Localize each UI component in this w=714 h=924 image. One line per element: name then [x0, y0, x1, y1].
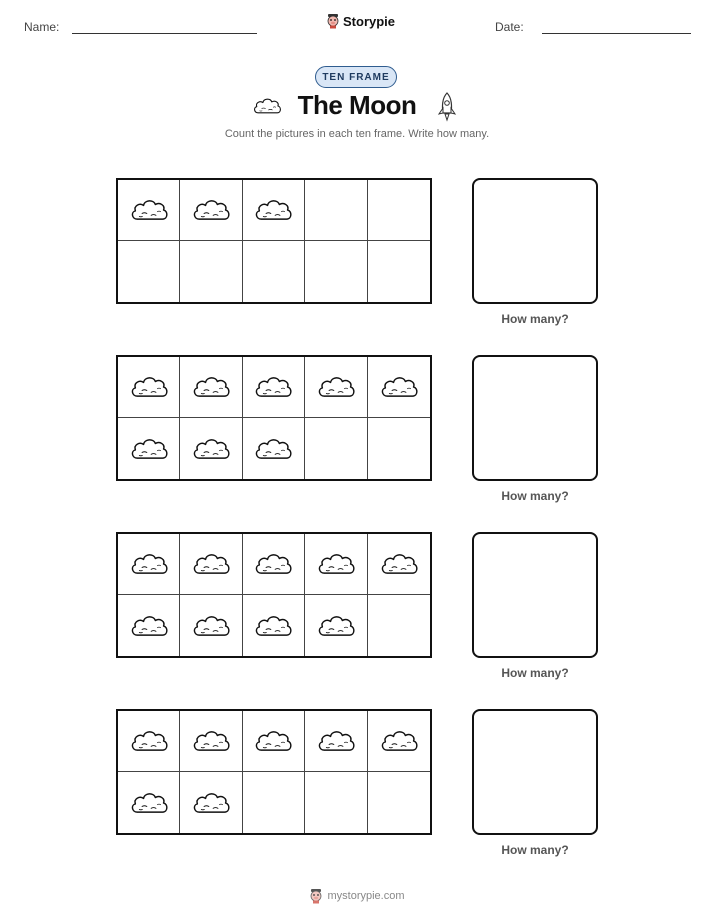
cloud-icon	[191, 196, 231, 224]
frame-cell	[180, 241, 242, 302]
frame-cell	[180, 772, 242, 833]
frame-cell	[243, 357, 305, 418]
frame-cell	[118, 772, 180, 833]
frame-cell	[368, 534, 430, 595]
cloud-icon	[129, 612, 169, 640]
cloud-icon	[191, 612, 231, 640]
ten-frame-2	[116, 355, 432, 481]
answer-box-3[interactable]	[472, 532, 598, 658]
cloud-icon	[379, 550, 419, 578]
frame-cell	[180, 534, 242, 595]
frame-cell	[243, 595, 305, 656]
how-many-label-1: How many?	[501, 312, 569, 326]
frame-cell	[118, 711, 180, 772]
cloud-icon	[316, 373, 356, 401]
cloud-icon	[253, 727, 293, 755]
cloud-icon	[129, 435, 169, 463]
cloud-icon	[191, 727, 231, 755]
cloud-icon	[253, 612, 293, 640]
cloud-icon	[191, 789, 231, 817]
frame-cell	[305, 772, 367, 833]
how-many-label-2: How many?	[501, 489, 569, 503]
frame-cell	[243, 418, 305, 479]
cloud-icon	[191, 435, 231, 463]
frame-cell	[368, 711, 430, 772]
frame-cell	[243, 711, 305, 772]
cloud-icon	[129, 373, 169, 401]
frame-cell	[180, 711, 242, 772]
cloud-icon	[379, 727, 419, 755]
frame-cell	[305, 357, 367, 418]
cloud-icon	[191, 550, 231, 578]
frame-cell	[118, 595, 180, 656]
cloud-icon	[253, 435, 293, 463]
ten-frame-4	[116, 709, 432, 835]
ten-frame-badge: TEN FRAME	[315, 66, 397, 88]
cloud-icon	[253, 373, 293, 401]
frame-cell	[368, 241, 430, 302]
how-many-label-3: How many?	[501, 666, 569, 680]
frame-cell	[368, 595, 430, 656]
page-title: The Moon	[297, 90, 417, 120]
answer-box-4[interactable]	[472, 709, 598, 835]
frame-cell	[368, 772, 430, 833]
frame-cell	[180, 357, 242, 418]
frame-cell	[243, 180, 305, 241]
answer-box-2[interactable]	[472, 355, 598, 481]
frame-cell	[305, 180, 367, 241]
frame-cell	[118, 180, 180, 241]
frame-cell	[180, 418, 242, 479]
cloud-icon	[129, 727, 169, 755]
frame-cell	[180, 180, 242, 241]
frame-cell	[118, 418, 180, 479]
instructions: Count the pictures in each ten frame. Write how many.	[224, 128, 490, 140]
cloud-icon	[253, 196, 293, 224]
name-line[interactable]	[72, 33, 257, 34]
frame-cell	[118, 241, 180, 302]
frame-cell	[243, 241, 305, 302]
frame-cell	[180, 595, 242, 656]
cloud-icon	[129, 196, 169, 224]
cloud-icon	[316, 727, 356, 755]
cloud-icon	[129, 550, 169, 578]
frame-cell	[368, 357, 430, 418]
date-line[interactable]	[542, 33, 691, 34]
frame-cell	[118, 357, 180, 418]
cloud-icon	[129, 789, 169, 817]
frame-cell	[305, 711, 367, 772]
rocket-icon	[436, 91, 458, 123]
pig-mascot-icon	[309, 888, 323, 904]
frame-cell	[118, 534, 180, 595]
ten-frame-1	[116, 178, 432, 304]
answer-box-1[interactable]	[472, 178, 598, 304]
frame-cell	[305, 241, 367, 302]
name-label: Name:	[24, 20, 60, 34]
cloud-icon	[379, 373, 419, 401]
cloud-icon	[316, 612, 356, 640]
pig-mascot-icon	[326, 13, 340, 29]
frame-cell	[368, 180, 430, 241]
frame-cell	[305, 595, 367, 656]
frame-cell	[243, 772, 305, 833]
footer	[0, 888, 714, 904]
cloud-icon	[316, 550, 356, 578]
how-many-label-4: How many?	[501, 843, 569, 857]
footer-url: mystorypie.com	[327, 890, 405, 902]
cloud-icon	[191, 373, 231, 401]
date-label: Date:	[495, 20, 524, 34]
cloud-icon	[253, 550, 293, 578]
ten-frame-3	[116, 532, 432, 658]
frame-cell	[243, 534, 305, 595]
frame-cell	[368, 418, 430, 479]
frame-cell	[305, 418, 367, 479]
brand-name: Storypie	[343, 13, 396, 29]
brand-logo	[326, 13, 395, 29]
frame-cell	[305, 534, 367, 595]
